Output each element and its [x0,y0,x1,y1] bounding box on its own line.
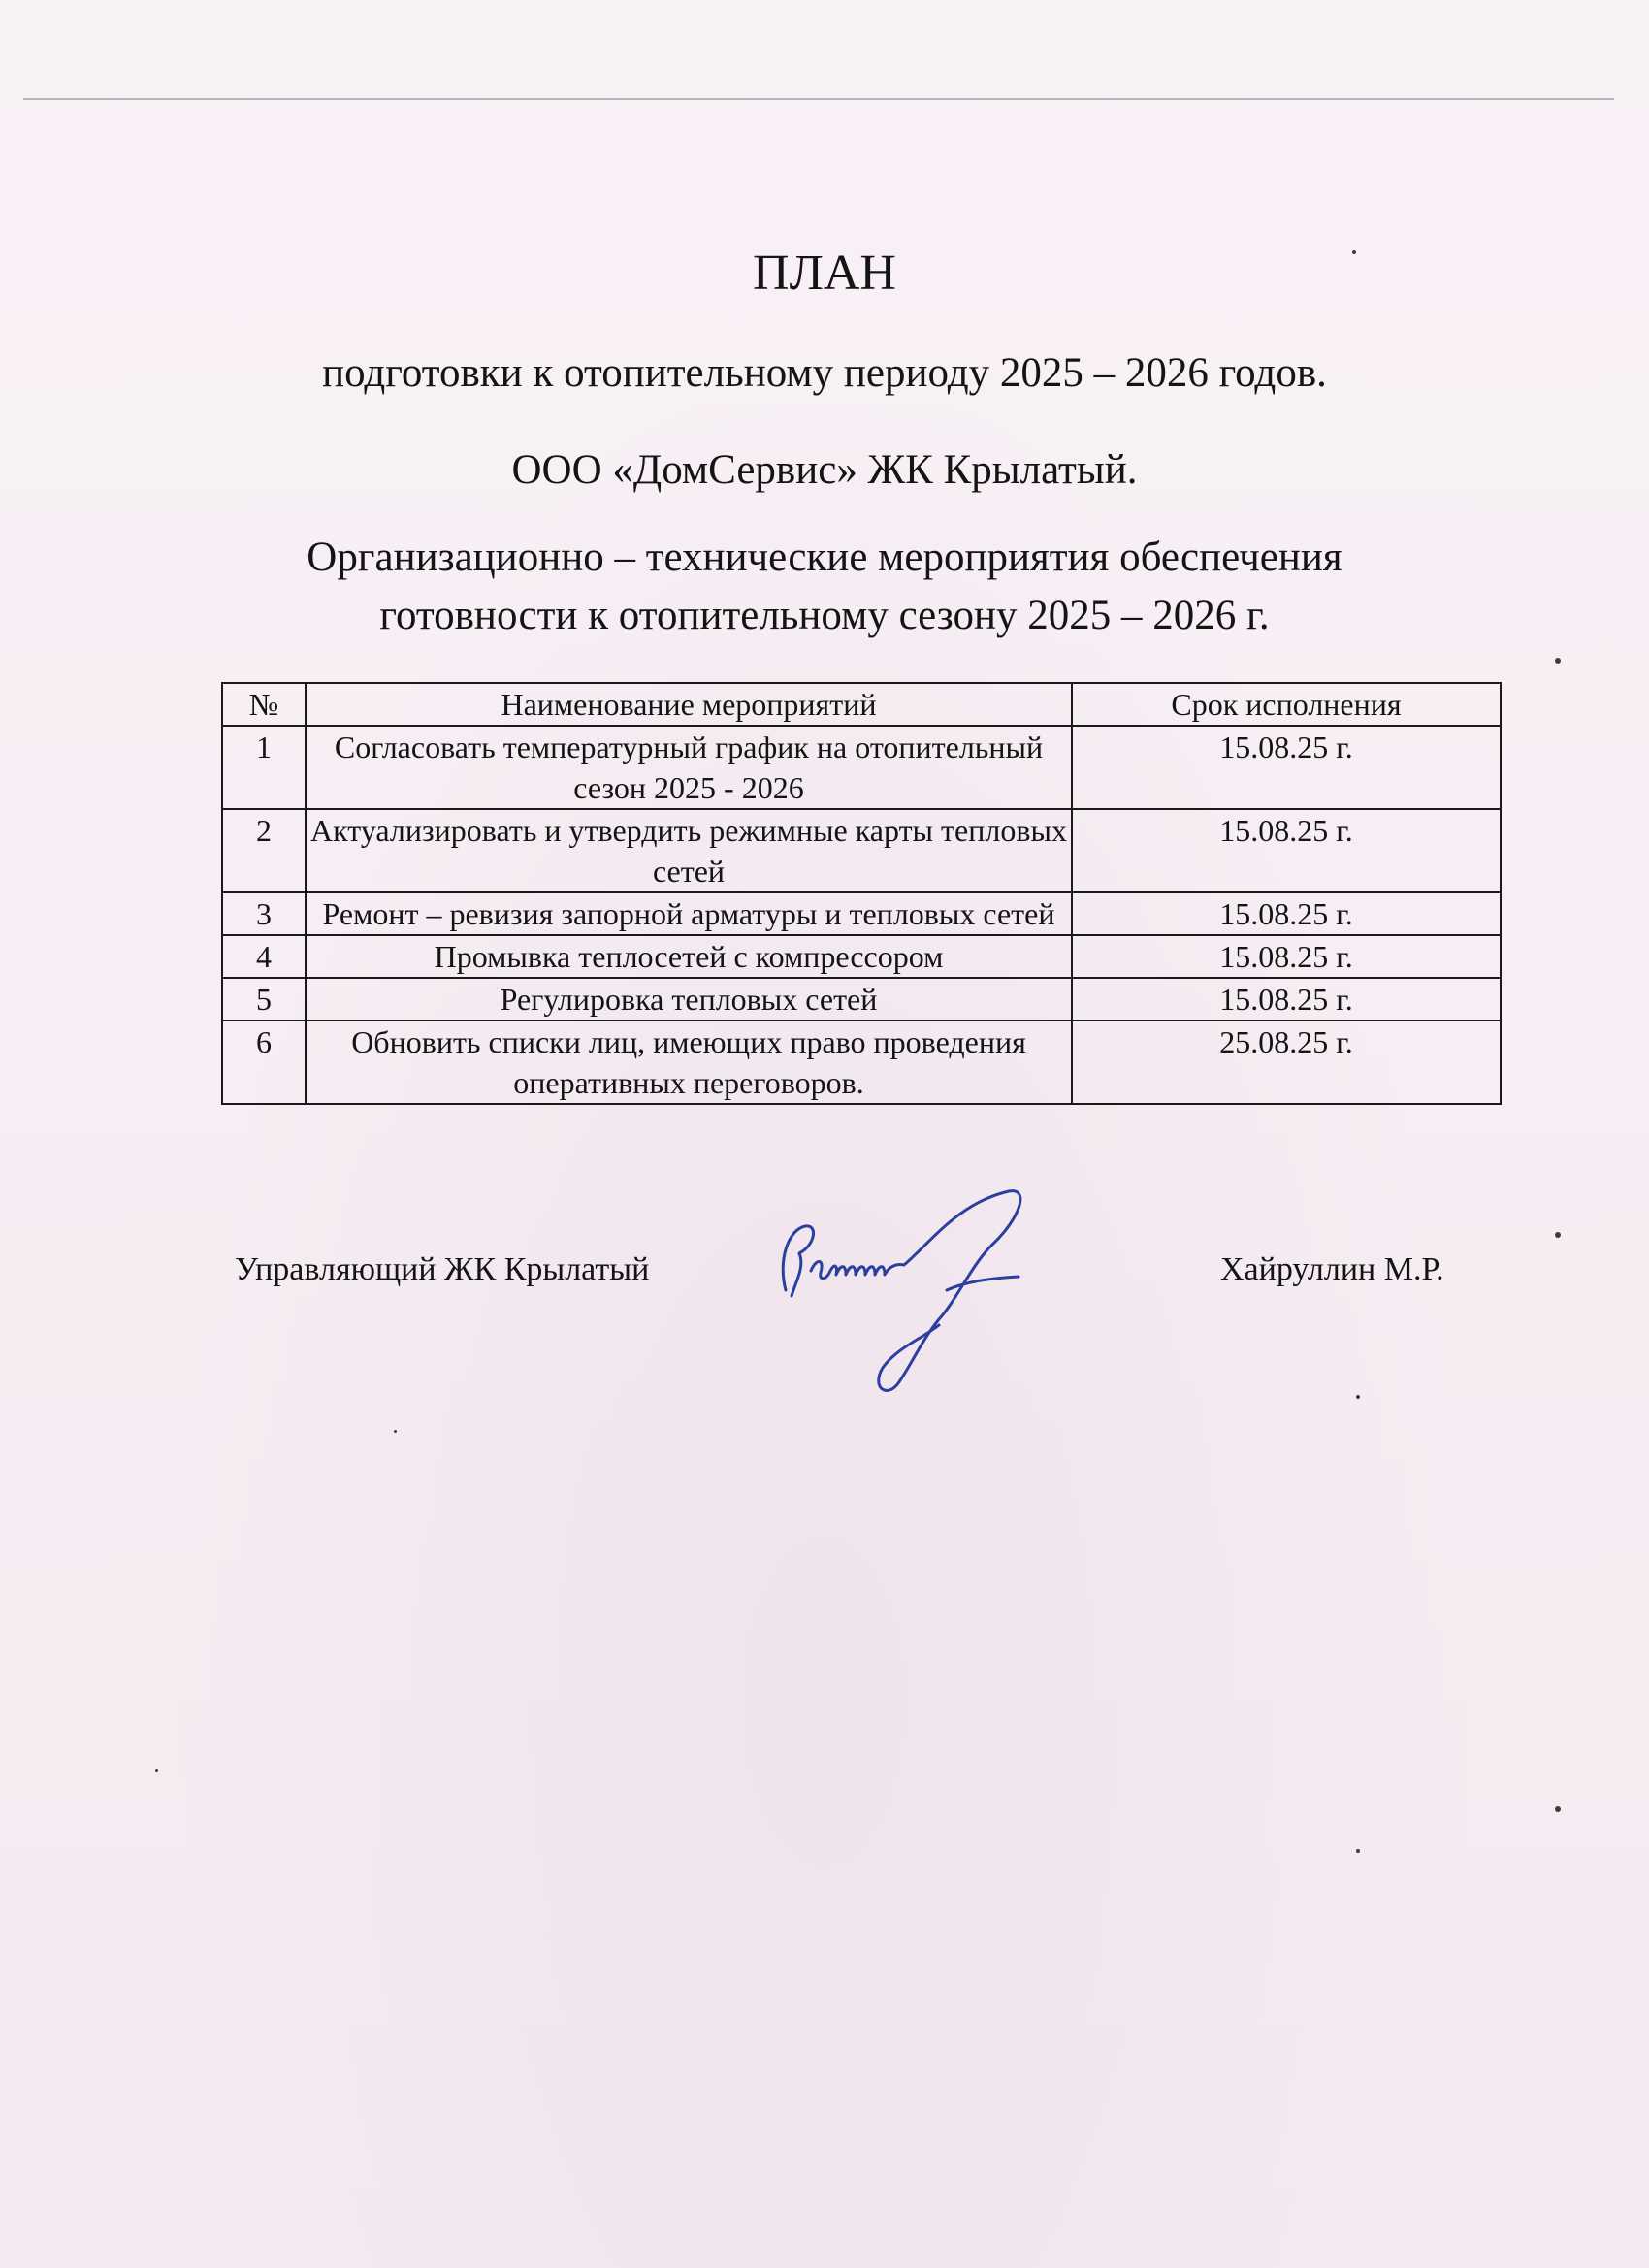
scan-edge-line [23,98,1614,100]
row-deadline: 15.08.25 г. [1072,978,1501,1021]
header-measure-name: Наименование мероприятий [306,683,1072,726]
table-row [222,978,1501,1021]
measures-table [221,682,1502,1105]
row-deadline: 15.08.25 г. [1072,935,1501,978]
document-subtitle: подготовки к отопительному периоду 2025 – 2026 годов. [322,350,1327,396]
header-deadline: Срок исполнения [1072,683,1501,726]
scan-speck [1555,1806,1561,1812]
scan-speck [1555,658,1561,664]
scan-speck [1352,250,1356,254]
table-row [222,892,1501,935]
row-number: 1 [222,726,306,809]
table-row [222,809,1501,892]
row-number: 2 [222,809,306,892]
signer-name: Хайруллин М.Р. [1220,1251,1444,1287]
table-row [222,1021,1501,1104]
section-title-line2: готовности к отопительному сезону 2025 – 2026 г. [379,593,1270,638]
row-deadline: 15.08.25 г. [1072,809,1501,892]
scan-speck [1356,1395,1360,1399]
row-measure-name: Обновить списки лиц, имеющих право проведения оперативных переговоров. [306,1021,1072,1104]
section-title-line1: Организационно – технические мероприятия обеспечения [307,535,1342,580]
row-measure-name: Актуализировать и утвердить режимные карты тепловых сетей [306,809,1072,892]
signer-role: Управляющий ЖК Крылатый [235,1251,650,1287]
scan-speck [394,1430,397,1433]
row-number: 3 [222,892,306,935]
row-deadline: 25.08.25 г. [1072,1021,1501,1104]
document-title: ПЛАН [753,245,896,301]
scan-speck [155,1769,158,1772]
table-row [222,935,1501,978]
handwritten-signature [766,1183,1048,1397]
row-number: 5 [222,978,306,1021]
header-number: № [222,683,306,726]
row-measure-name: Промывка теплосетей с компрессором [306,935,1072,978]
row-deadline: 15.08.25 г. [1072,892,1501,935]
table-row [222,726,1501,809]
row-measure-name: Согласовать температурный график на отопительный сезон 2025 - 2026 [306,726,1072,809]
row-number: 4 [222,935,306,978]
scan-speck [1555,1232,1561,1238]
row-deadline: 15.08.25 г. [1072,726,1501,809]
row-measure-name: Ремонт – ревизия запорной арматуры и тепловых сетей [306,892,1072,935]
scan-speck [1356,1849,1360,1853]
organization-name: ООО «ДомСервис» ЖК Крылатый. [511,447,1138,493]
table-header-row [222,683,1501,726]
row-measure-name: Регулировка тепловых сетей [306,978,1072,1021]
row-number: 6 [222,1021,306,1104]
